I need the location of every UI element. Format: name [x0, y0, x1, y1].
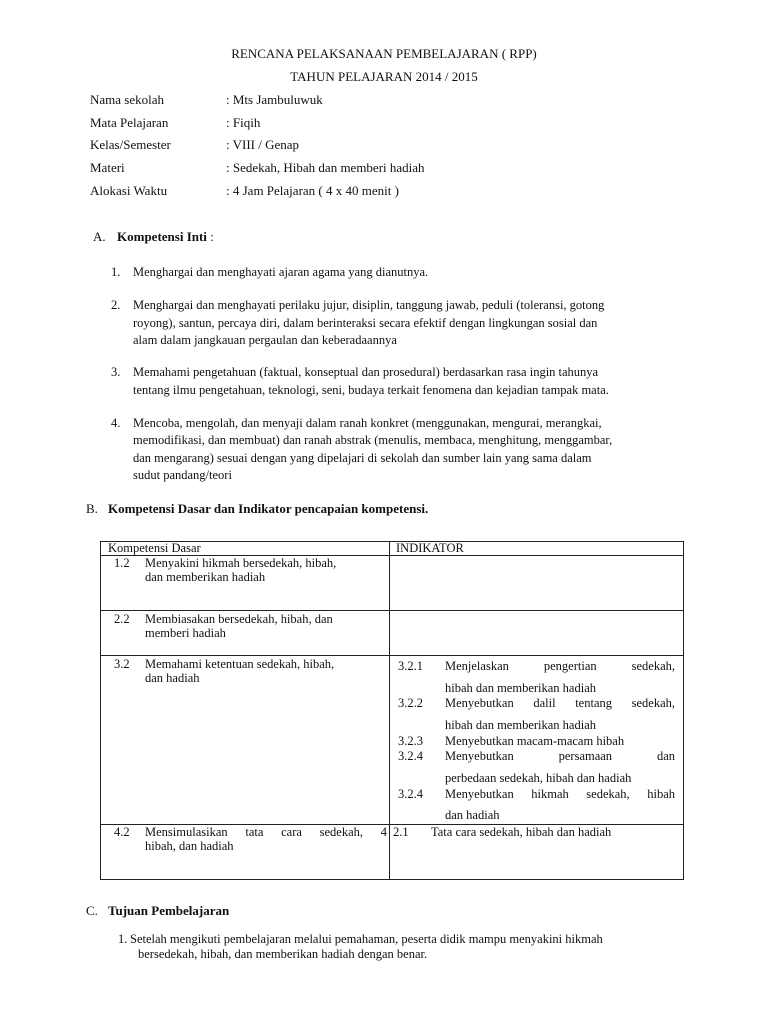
section-a-title: Kompetensi Inti [117, 229, 207, 244]
table-row-divider-1 [100, 610, 684, 611]
indicator-num-3-2-4: 3.2.4 [398, 749, 423, 763]
kd-num-1-2: 1.2 [114, 556, 130, 570]
info-label-class: Kelas/Semester [90, 137, 171, 152]
ki-num-4: 4. [111, 416, 121, 430]
document-title: RENCANA PELAKSANAAN PEMBELAJARAN ( RPP) [231, 46, 537, 61]
section-a-letter: A. [93, 229, 106, 244]
ki-num-3: 3. [111, 365, 121, 379]
ki-line-4-1: Mencoba, mengolah, dan menyaji dalam ranah konkret (menggunakan, mengurai, merangkai, [133, 416, 602, 430]
indicator-line-3-2-4-b: perbedaan sedekah, hibah dan hadiah [445, 771, 632, 785]
ki-line-3-2: tentang ilmu pengetahuan, teknologi, seni, budaya terkait fenomena dan kejadian tampak mata. [133, 383, 609, 397]
kd-num-4-2: 4.2 [114, 825, 130, 839]
info-value-time: : 4 Jam Pelajaran ( 4 x 40 menit ) [226, 183, 399, 198]
section-c-letter: C. [86, 903, 98, 918]
indicator-num-3-2-4-second: 3.2.4 [398, 787, 423, 801]
table-header-kd: Kompetensi Dasar [108, 541, 201, 555]
indicator-line-3-2-4-second-b: dan hadiah [445, 808, 500, 822]
document-subtitle: TAHUN PELAJARAN 2014 / 2015 [290, 69, 478, 84]
indicator-line-3-2-1-a: Menjelaskan pengertian sedekah, [445, 659, 675, 673]
indicator-line-3-2-4-a: Menyebutkan persamaan dan [445, 749, 675, 763]
kd-line-1-2-b: dan memberikan hadiah [145, 570, 266, 584]
indicator-line-2-1-a: Tata cara sedekah, hibah dan hadiah [431, 825, 612, 839]
goal-line-1-a: Setelah mengikuti pembelajaran melalui pemahaman, peserta didik mampu menyakini hikmah [130, 932, 603, 946]
indicator-line-3-2-3-a: Menyebutkan macam-macam hibah [445, 734, 625, 748]
kd-line-1-2-a: Menyakini hikmah bersedekah, hibah, [145, 556, 337, 570]
ki-line-4-2: memodifikasi, dan membuat) dan ranah abstrak (menulis, membaca, menghitung, menggambar, [133, 433, 613, 447]
info-value-material: : Sedekah, Hibah dan memberi hadiah [226, 160, 425, 175]
ki-line-2-1: Menghargai dan menghayati perilaku jujur, disiplin, tanggung jawab, peduli (toleransi, gotong [133, 298, 605, 312]
info-label-school: Nama sekolah [90, 92, 165, 107]
kd-line-2-2-a: Membiasakan bersedekah, hibah, dan [145, 612, 333, 626]
kd-line-3-2-a: Memahami ketentuan sedekah, hibah, [145, 657, 335, 671]
ki-line-2-3: alam dalam jangkauan pergaulan dan keberadaannya [133, 333, 397, 347]
indicator-line-3-2-2-b: hibah dan memberikan hadiah [445, 718, 596, 732]
section-b-heading: Kompetensi Dasar dan Indikator pencapaian kompetensi. [108, 501, 429, 516]
section-a-colon: : [206, 229, 214, 244]
kd-line-4-2-b: hibah, dan hadiah [145, 839, 234, 853]
kd-line-3-2-b: dan hadiah [145, 671, 200, 685]
ki-line-2-2: royong), santun, percaya diri, dalam berinteraksi secara efektif dengan lingkungan sosial dan [133, 316, 598, 330]
table-row-divider-2 [100, 655, 684, 656]
ki-line-4-3: dan mengarang) sesuai dengan yang dipelajari di sekolah dan sumber lain yang sama dalam [133, 451, 592, 465]
indicator-line-3-2-4-second-a: Menyebutkan hikmah sedekah, hibah [445, 787, 675, 801]
ki-line-4-4: sudut pandang/teori [133, 468, 232, 482]
section-b-letter: B. [86, 501, 98, 516]
indicator-line-3-2-1-b: hibah dan memberikan hadiah [445, 681, 596, 695]
info-value-subject: : Fiqih [226, 115, 261, 130]
indicator-num-3-2-2: 3.2.2 [398, 696, 423, 710]
info-label-subject: Mata Pelajaran [90, 115, 169, 130]
indicator-num-3-2-1: 3.2.1 [398, 659, 423, 673]
kd-line-2-2-b: memberi hadiah [145, 626, 226, 640]
info-label-material: Materi [90, 160, 125, 175]
indicator-num-2-1: 2.1 [393, 825, 409, 839]
goal-line-1-b: bersedekah, hibah, dan memberikan hadiah dengan benar. [138, 947, 428, 961]
kd-num-3-2: 3.2 [114, 657, 130, 671]
ki-num-1: 1. [111, 265, 121, 279]
kd-line-4-2-a: Mensimulasikan tata cara sedekah, 4 [145, 825, 387, 839]
info-value-school: : Mts Jambuluwuk [226, 92, 323, 107]
table-column-divider [389, 541, 390, 880]
info-value-class: : VIII / Genap [226, 137, 300, 152]
ki-line-3-1: Memahami pengetahuan (faktual, konseptual dan prosedural) berdasarkan rasa ingin tahunya [133, 365, 599, 379]
section-a-heading [117, 229, 214, 245]
table-header-indikator: INDIKATOR [396, 541, 464, 555]
goal-num-1: 1. [118, 932, 128, 946]
indicator-line-3-2-2-a: Menyebutkan dalil tentang sedekah, [445, 696, 675, 710]
kd-num-2-2: 2.2 [114, 612, 130, 626]
ki-num-2: 2. [111, 298, 121, 312]
ki-line-1-1: Menghargai dan menghayati ajaran agama yang dianutnya. [133, 265, 429, 279]
info-label-time: Alokasi Waktu [90, 183, 168, 198]
indicator-num-3-2-3: 3.2.3 [398, 734, 423, 748]
section-c-heading: Tujuan Pembelajaran [108, 903, 230, 918]
